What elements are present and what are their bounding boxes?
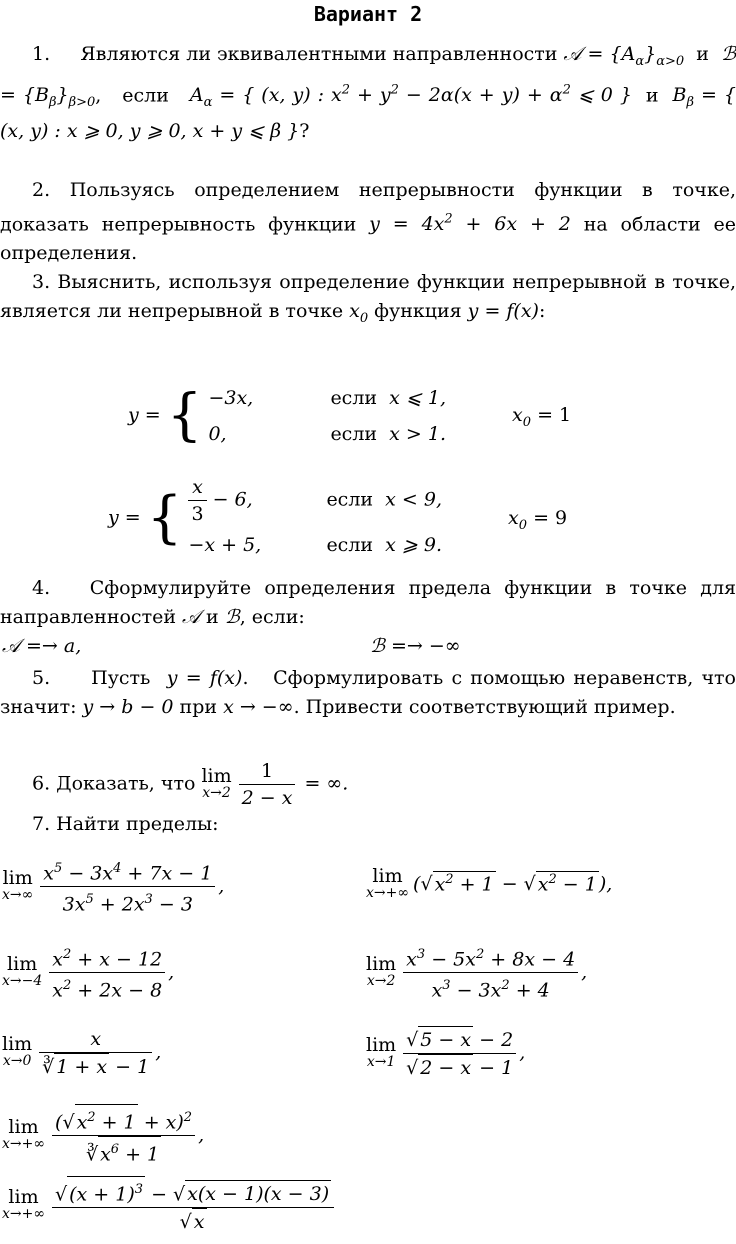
page-title: Вариант 2 <box>313 2 423 26</box>
problem-5: 5. Пусть y = f(x). Сформулировать с помощью неравенств, что значит: y → b − 0 при x → −∞. Привести соответствующий пример. <box>0 667 736 718</box>
limit-1: lim x→∞ $\frac{x^5 - 3x^4 + 7x - 1}{3x^5 + 2x^3 - 3}$ , <box>2 856 224 918</box>
limit-5: lim x→0 $\frac{x}{∛ 1 + x - 1}$ , <box>2 1028 162 1078</box>
condition-a: 𝒜 =→ a, <box>2 635 82 657</box>
limit-2: lim x→+∞ (√ $x^2 + 1$ − √ $x^2 - 1$ ), <box>366 865 613 901</box>
limit-7: lim x→+∞ $\frac{(√ x^2 + 1 + x)^2}{∛ x^6 + 1}$ , <box>2 1104 204 1168</box>
limit-6: lim x→1 $\frac{√ 5 - x - 2}{√ 2 - x - 1}$ , <box>366 1026 525 1081</box>
problem-3: 3. Выяснить, используя определение функции непрерывной в точке, является ли непрерывной в точке $x_0$ функция y = f(x): <box>0 271 736 326</box>
limit-8: lim x→+∞ $\frac{√ (x + 1)^3 - √ x(x - 1)(x - 3)}{√ x}$ <box>2 1176 337 1235</box>
limit-3: lim x→−4 $\frac{x^2 + x - 12}{x^2 + 2x - 8}$ , <box>2 942 174 1004</box>
problem-7: 7. Найти пределы: <box>32 813 219 835</box>
limit-4: lim x→2 $\frac{x^3 - 5x^2 + 8x - 4}{x^3 - 3x^2 + 4}$ , <box>366 942 587 1004</box>
piecewise-1: y = { −3x, если x ⩽ 1, 0, если x > 1. $x_0 = 1$ <box>128 383 572 448</box>
problem-4: 4. Сформулируйте определения предела функции в точке для направленностей 𝒜 и ℬ, если: <box>0 577 736 628</box>
problem-2: 2. Пользуясь определением непрерывности функции в точке, доказать непрерывность функции $y = 4x^2 + 6x + 2$ на области ее определения. <box>0 179 736 265</box>
problem-1: 1. Являются ли эквивалентными направленности 𝒜 = $\{A_\alpha\}_{\alpha>0}$ и ℬ = $\{B_\beta\}_{\beta>0}$, если $A_\alpha$ = { (x, y) : $x^2 + y^2 - 2\alpha(x + y) + \alpha^2$ ⩽ 0 } и $B_\beta$ = { (x, y) : x ⩾ 0, y ⩾ 0, x + y ⩽ β }? <box>0 43 736 142</box>
problem-6: 6. Доказать, что lim x→2 $\frac{1}{2 - x}$ = ∞. <box>32 760 349 809</box>
piecewise-2: y = { $\frac{x}{3}$ − 6, если x < 9, −x + 5, если x ⩾ 9. $x_0 = 9$ <box>108 476 568 556</box>
condition-b: ℬ =→ −∞ <box>370 635 461 657</box>
